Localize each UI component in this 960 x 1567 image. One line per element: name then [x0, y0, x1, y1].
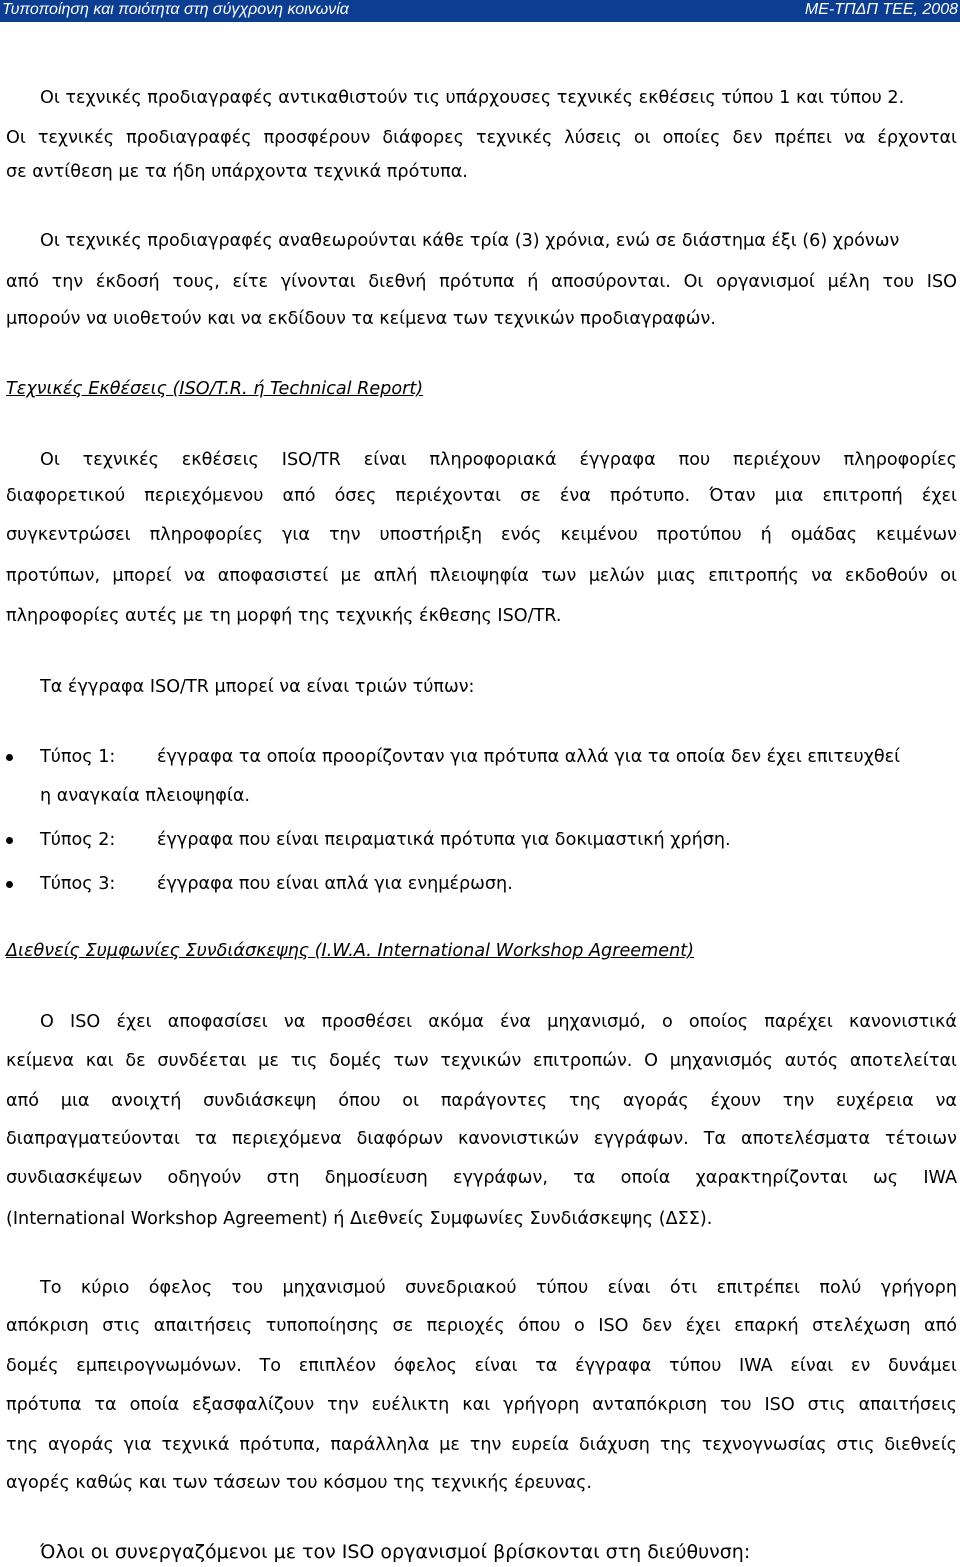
paragraph-line: σε αντίθεση με τα ήδη υπάρχοντα τεχνικά πρότυπα.: [6, 162, 468, 182]
type-label: Τύπος 3:: [40, 874, 116, 894]
type-text: έγγραφα τα οποία προορίζονταν για πρότυπα αλλά για τα οποία δεν έχει επιτευχθεί: [157, 747, 901, 767]
paragraph-line: διαπραγματεύονται τα περιεχόμενα διαφόρων κανονιστικών εγγράφων. Τα αποτελέσματα τέτοιων: [6, 1129, 957, 1149]
paragraph-line: κείμενα και δε συνδέεται με τις δομές των τεχνικών επιτροπών. Ο μηχανισμός αυτός αποτελείται: [6, 1051, 957, 1071]
paragraph-line: απόκριση στις απαιτήσεις τυποποίησης σε περιοχές όπου ο ISO δεν έχει επαρκή στελέχωση από: [6, 1316, 957, 1336]
paragraph-line: προτύπων, μπορεί να αποφασιστεί με απλή πλειοψηφία των μελών μιας επιτροπής να εκδοθούν οι: [6, 566, 957, 586]
paragraph-line: Όλοι οι συνεργαζόμενοι με τον ISO οργανισμοί βρίσκονται στη διεύθυνση:: [40, 1541, 751, 1563]
paragraph-line: από την έκδοσή τους, είτε γίνονται διεθνή πρότυπα ή αποσύρονται. Οι οργανισμοί μέλη του ISO: [6, 272, 957, 292]
paragraph-line: Οι τεχνικές προδιαγραφές αντικαθιστούν τις υπάρχουσες τεχνικές εκθέσεις τύπου 1 και τύπου 2.: [40, 88, 905, 108]
paragraph-line: συγκεντρώσει πληροφορίες για την υποστήριξη ενός κειμένου προτύπου ή ομάδας κειμένων: [6, 525, 957, 545]
paragraph-line: (International Workshop Agreement) ή Διεθνείς Συμφωνίες Συνδιάσκεψης (ΔΣΣ).: [6, 1209, 713, 1229]
section-heading: Διεθνείς Συμφωνίες Συνδιάσκεψης (I.W.A. International Workshop Agreement): [6, 941, 694, 961]
paragraph-line: Οι τεχνικές προδιαγραφές προσφέρουν διάφορες τεχνικές λύσεις οι οποίες δεν πρέπει να έρχονται: [6, 128, 957, 148]
bullet-icon: [6, 881, 13, 888]
paragraph-line: αγορές καθώς και των τάσεων του κόσμου της τεχνικής έρευνας.: [6, 1473, 593, 1493]
paragraph-line: δομές εμπειρογνωμόνων. Το επιπλέον όφελος είναι τα έγγραφα τύπου IWA είναι εν δυνάμει: [6, 1356, 957, 1376]
bullet-icon: [6, 837, 13, 844]
paragraph-line: Οι τεχνικές προδιαγραφές αναθεωρούνται κάθε τρία (3) χρόνια, ενώ σε διάστημα έξι (6) χρόνων: [40, 231, 900, 251]
type-text-continued: η αναγκαία πλειοψηφία.: [40, 786, 251, 806]
paragraph-line: διαφορετικού περιεχόμενου από όσες περιέχονται σε ένα πρότυπο. Όταν μια επιτροπή έχει: [6, 486, 957, 506]
paragraph-line: πληροφορίες αυτές με τη μορφή της τεχνικής έκθεσης ISO/TR.: [6, 606, 562, 626]
paragraph-line: μπορούν να υιοθετούν και να εκδίδουν τα κείμενα των τεχνικών προδιαγραφών.: [6, 309, 716, 329]
paragraph-line: Το κύριο όφελος του μηχανισμού συνεδριακού τύπου είναι ότι επιτρέπει πολύ γρήγορη: [40, 1278, 957, 1298]
paragraph-line: από μια ανοιχτή συνδιάσκεψη όπου οι παράγοντες της αγοράς έχουν την ευχέρεια να: [6, 1091, 957, 1111]
paragraph-line: Ο ISO έχει αποφασίσει να προσθέσει ακόμα ένα μηχανισμό, ο οποίος παρέχει κανονιστικά: [40, 1012, 957, 1032]
type-text: έγγραφα που είναι απλά για ενημέρωση.: [157, 874, 513, 894]
type-label: Τύπος 2:: [40, 830, 116, 850]
header-reference: ΜΕ-ΤΠΔΠ ΤΕΕ, 2008: [804, 1, 958, 18]
paragraph-line: πρότυπα τα οποία εξασφαλίζουν την ευέλικτη και γρήγορη ανταπόκριση του ISO στις απαιτήσεις: [6, 1395, 957, 1415]
page-header: [0, 0, 960, 22]
type-text: έγγραφα που είναι πειραματικά πρότυπα για δοκιμαστική χρήση.: [157, 830, 731, 850]
section-heading: Τεχνικές Εκθέσεις (ISO/T.R. ή Technical Report): [6, 379, 424, 399]
paragraph-line: Οι τεχνικές εκθέσεις ISO/TR είναι πληροφοριακά έγγραφα που περιέχουν πληροφορίες: [40, 450, 957, 470]
bullet-icon: [6, 754, 13, 761]
type-label: Τύπος 1:: [40, 747, 116, 767]
paragraph-line: της αγοράς για τεχνικά πρότυπα, παράλληλα με την ευρεία διάχυση της τεχνογνωσίας στις διεθνείς: [6, 1435, 957, 1455]
paragraph-line: Τα έγγραφα ISO/TR μπορεί να είναι τριών τύπων:: [40, 677, 475, 697]
header-title: Τυποποίηση και ποιότητα στη σύγχρονη κοινωνία: [2, 1, 349, 18]
paragraph-line: συνδιασκέψεων οδηγούν στη δημοσίευση εγγράφων, τα οποία χαρακτηρίζονται ως IWA: [6, 1168, 957, 1188]
